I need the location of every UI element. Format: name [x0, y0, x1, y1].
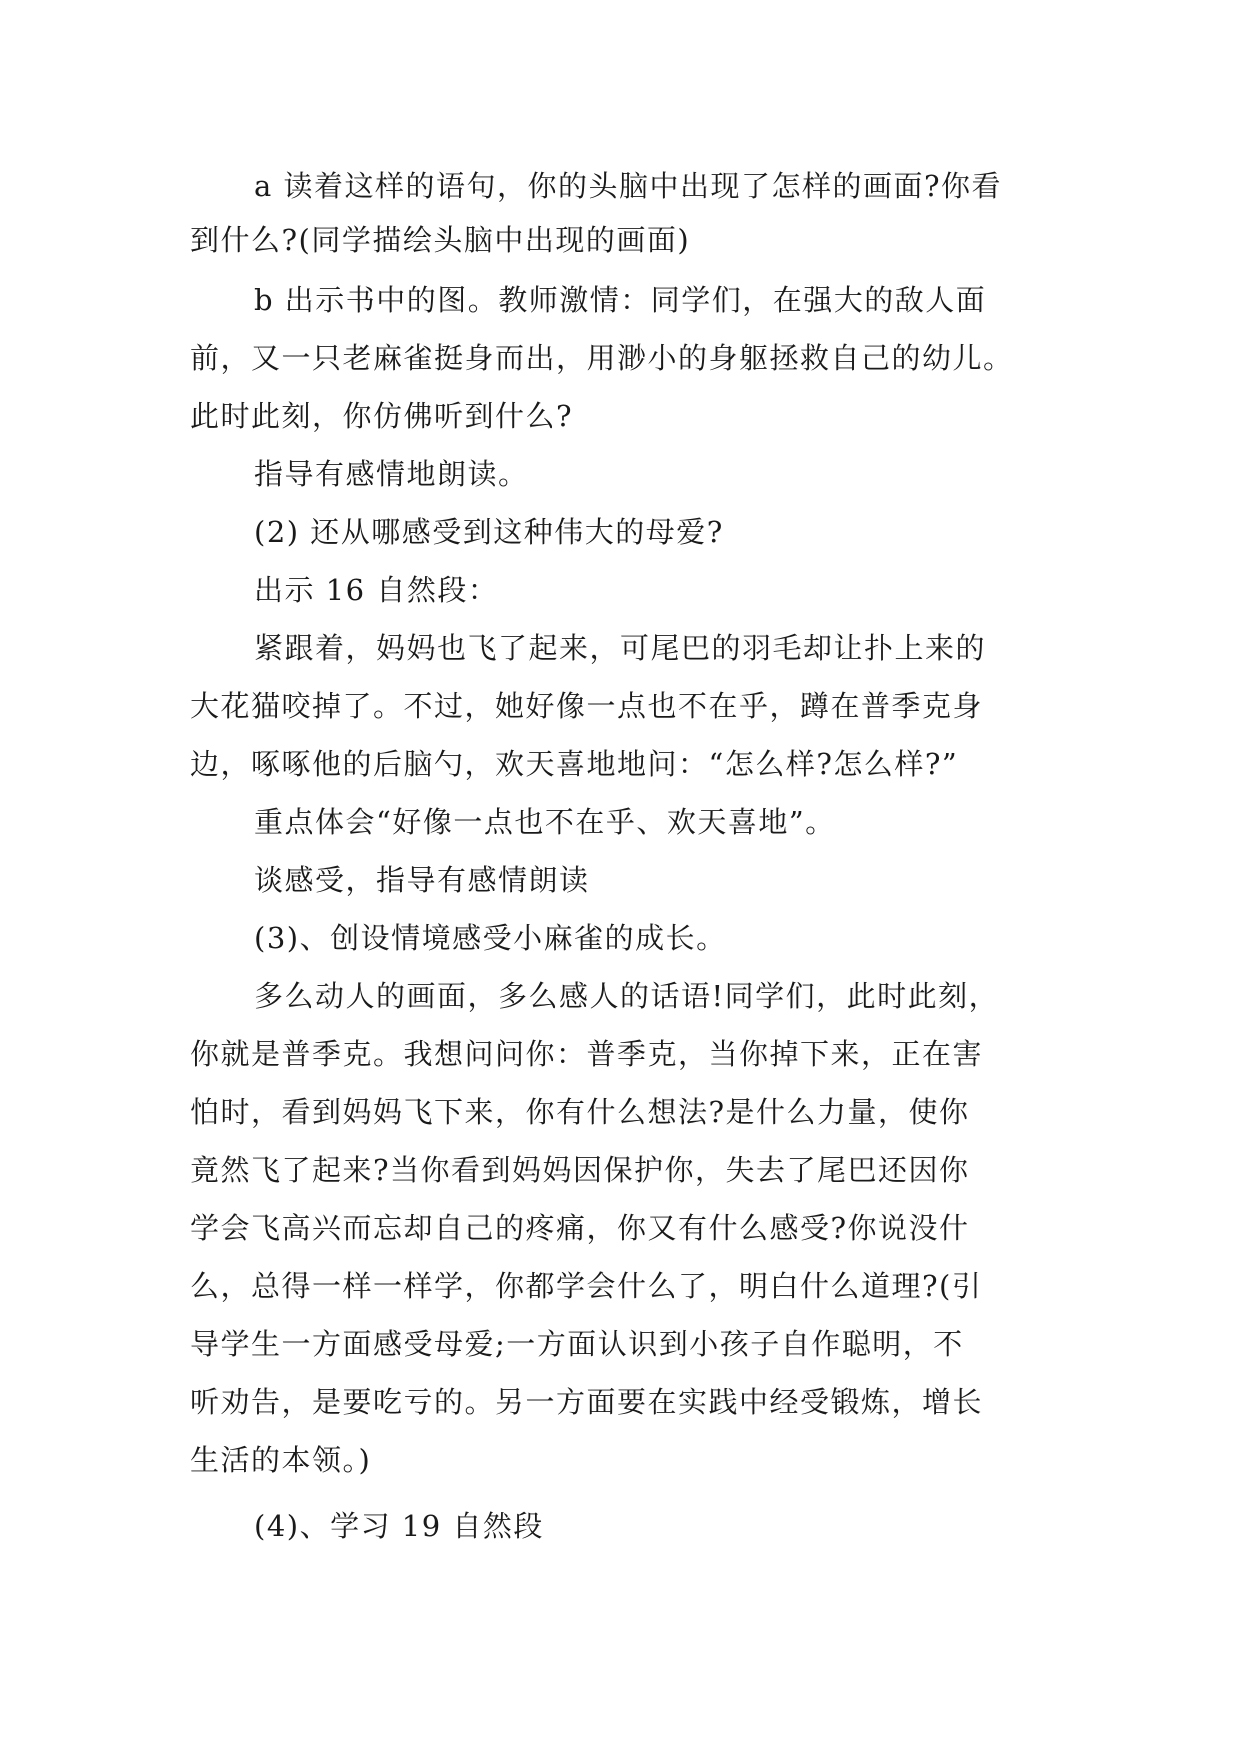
text-line: 听劝告，是要吃亏的。另一方面要在实践中经受锻炼，增长 [190, 1385, 984, 1419]
text-line: 怕时，看到妈妈飞下来，你有什么想法?是什么力量，使你 [190, 1095, 970, 1129]
text-line: 多么动人的画面，多么感人的话语!同学们，此时此刻， [254, 979, 1000, 1013]
text-line: a 读着这样的语句，你的头脑中出现了怎样的画面?你看 [254, 169, 1003, 203]
text-line: 前，又一只老麻雀挺身而出，用渺小的身躯拯救自己的幼儿。 [190, 341, 1014, 375]
text-line: 么，总得一样一样学，你都学会什么了，明白什么道理?(引 [190, 1269, 983, 1303]
text-line: (2) 还从哪感受到这种伟大的母爱? [254, 515, 724, 549]
text-line: 到什么?(同学描绘头脑中出现的画面) [190, 223, 691, 257]
text-line: 导学生一方面感受母爱;一方面认识到小孩子自作聪明，不 [190, 1327, 964, 1361]
text-line: 指导有感情地朗读。 [254, 457, 529, 491]
text-line: 竟然飞了起来?当你看到妈妈因保护你，失去了尾巴还因你 [190, 1153, 970, 1187]
text-line: b 出示书中的图。教师激情：同学们，在强大的敌人面 [254, 283, 987, 317]
text-line: (3)、创设情境感受小麻雀的成长。 [254, 921, 727, 955]
text-line: 此时此刻，你仿佛听到什么? [190, 399, 574, 433]
text-line: 谈感受，指导有感情朗读 [254, 863, 590, 897]
text-line: 学会飞高兴而忘却自己的疼痛，你又有什么感受?你说没什 [190, 1211, 970, 1245]
text-line: 重点体会“好像一点也不在乎、欢天喜地”。 [254, 805, 836, 839]
text-line: 边，啄啄他的后脑勺，欢天喜地地问：“怎么样?怎么样?” [190, 747, 959, 781]
text-line: 你就是普季克。我想问问你：普季克，当你掉下来，正在害 [190, 1037, 984, 1071]
text-line: 紧跟着，妈妈也飞了起来，可尾巴的羽毛却让扑上来的 [254, 631, 987, 665]
text-line: 出示 16 自然段： [254, 573, 499, 607]
text-line: 大花猫咬掉了。不过，她好像一点也不在乎，蹲在普季克身 [190, 689, 984, 723]
text-line: 生活的本领。) [190, 1443, 372, 1477]
text-line: (4)、学习 19 自然段 [254, 1509, 544, 1543]
